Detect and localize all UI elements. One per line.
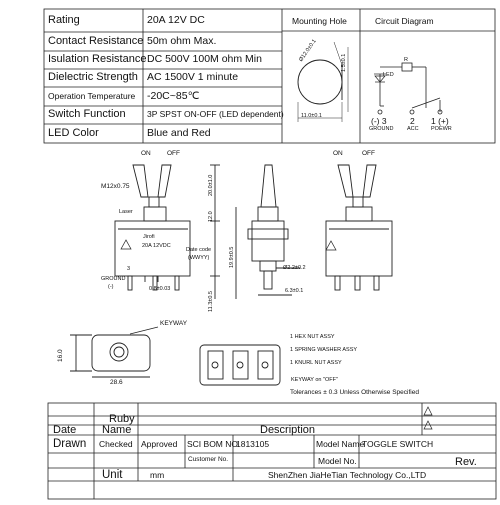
- mounting-hole-title: Mounting Hole: [292, 16, 347, 26]
- left-view-dim-h4: 11.3±0.5: [208, 291, 214, 312]
- left-view-rating: 20A 12VDC: [142, 243, 171, 249]
- spec-value-rating: 20A 12V DC: [147, 14, 205, 26]
- tb-customer-no-label: Customer No.: [188, 456, 229, 463]
- left-view-dim-h3: 19.9±0.5: [229, 246, 235, 268]
- left-view-off: OFF: [167, 150, 180, 157]
- mounting-hole-drawing: [282, 32, 362, 142]
- circuit-ground-label: GROUND: [369, 126, 394, 132]
- note-knurl-nut: 1 KNURL NUT ASSY: [290, 360, 342, 366]
- left-view-brand: Jirofi: [143, 234, 155, 240]
- right-view-off: OFF: [362, 150, 375, 157]
- circuit-ground-num: (-) 3: [371, 116, 387, 126]
- note-spring-washer: 1 SPRING WASHER ASSY: [290, 347, 358, 353]
- tb-drawn-label: Drawn: [53, 438, 87, 450]
- circuit-acc-label: ACC: [407, 126, 419, 132]
- mounting-hole-height: 1.5±0.1: [341, 53, 347, 72]
- circuit-r-label: R: [404, 57, 408, 63]
- mounting-hole-width: 11.0±0.1: [301, 113, 322, 119]
- spec-label-dielectric-strength: Dielectric Strength: [48, 71, 138, 83]
- right-view-on: ON: [333, 150, 343, 157]
- mounting-hole-dia: Ø12.0±0.1: [298, 38, 318, 63]
- tb-description-label: Description: [260, 424, 316, 436]
- tb-checked-label: Checked: [99, 439, 133, 449]
- tb-approved-label: Approved: [141, 439, 178, 449]
- note-hex-nut: 1 HEX NUT ASSY: [290, 334, 335, 340]
- left-view-date-code: Date code: [186, 247, 212, 253]
- left-view-ground-sign: (-): [108, 284, 114, 290]
- circuit-diagram-title: Circuit Diagram: [375, 16, 434, 26]
- left-view-laser: Laser: [119, 209, 133, 215]
- circuit-power-label: POEWR: [431, 126, 452, 132]
- tb-ruby-label: Ruby: [109, 413, 135, 425]
- circuit-power-num: 1 (+): [431, 116, 449, 126]
- note-tolerances: Tolerances ± 0.3 Unless Otherwise Specified: [290, 389, 419, 396]
- tb-bom-value: 1813105: [236, 439, 270, 449]
- tb-model-no-label: Model No.: [318, 456, 357, 466]
- tb-unit-value: mm: [150, 470, 165, 480]
- left-view-dim-pin: 0.8±0.03: [149, 286, 171, 292]
- spec-label-operation-temperature: Operation Temperature: [48, 91, 136, 101]
- tb-unit-label: Unit: [102, 469, 123, 481]
- spec-table: [0, 0, 500, 150]
- tb-name-label: Name: [102, 424, 132, 436]
- mid-view-dim-w: 6.3±0.1: [285, 288, 304, 294]
- left-view-date-code-2: (WWYY): [188, 255, 210, 261]
- spec-value-operation-temperature: -20C~85℃: [147, 90, 200, 102]
- mid-view-dim-hole: Ø2.2±0.2: [283, 265, 306, 271]
- tb-model-name-value: TOGGLE SWITCH: [362, 439, 434, 449]
- keyway-label: KEYWAY: [160, 320, 188, 327]
- tb-sci-bom-label: SCI BOM NO: [187, 439, 239, 449]
- tb-company: ShenZhen JiaHeTian Technology Co.,LTD: [268, 470, 427, 480]
- bottom-view-dim-h: 16.0: [57, 349, 64, 362]
- left-view-thread: M12x0.75: [101, 183, 130, 190]
- spec-value-insulation-resistance: DC 500V 100M ohm Min: [147, 53, 262, 65]
- spec-label-insulation-resistance: Isulation Resistance: [48, 53, 147, 65]
- bottom-view-dim-w: 28.6: [110, 379, 123, 386]
- spec-label-led-color: LED Color: [48, 127, 99, 139]
- spec-label-contact-resistance: Contact Resistance: [48, 35, 144, 47]
- spec-value-contact-resistance: 50m ohm Max.: [147, 35, 217, 47]
- circuit-led-label: LED: [383, 72, 394, 78]
- spec-value-dielectric-strength: AC 1500V 1 minute: [147, 71, 239, 83]
- left-view-dim-h1: 20.0±1.0: [208, 174, 214, 196]
- circuit-acc-num: 2: [410, 116, 415, 126]
- left-view-on: ON: [141, 150, 151, 157]
- tb-date-label: Date: [53, 424, 77, 436]
- spec-value-switch-function: 3P SPST ON-OFF (LED dependent): [147, 109, 284, 119]
- left-view-ground-num: 3: [127, 266, 131, 272]
- spec-label-rating: Rating: [48, 14, 80, 26]
- tb-rev-label: Rev.: [455, 456, 477, 468]
- bottom-view-drawing: [0, 315, 500, 395]
- spec-value-led-color: Blue and Red: [147, 127, 211, 139]
- left-view-dim-h2: 12.0: [208, 211, 214, 222]
- tb-model-name-label: Model Name: [316, 439, 365, 449]
- side-views-drawing: [0, 145, 500, 305]
- note-keyway: KEYWAY on "OFF": [291, 377, 338, 383]
- spec-label-switch-function: Switch Function: [48, 108, 126, 120]
- left-view-ground: GROUND: [101, 276, 126, 282]
